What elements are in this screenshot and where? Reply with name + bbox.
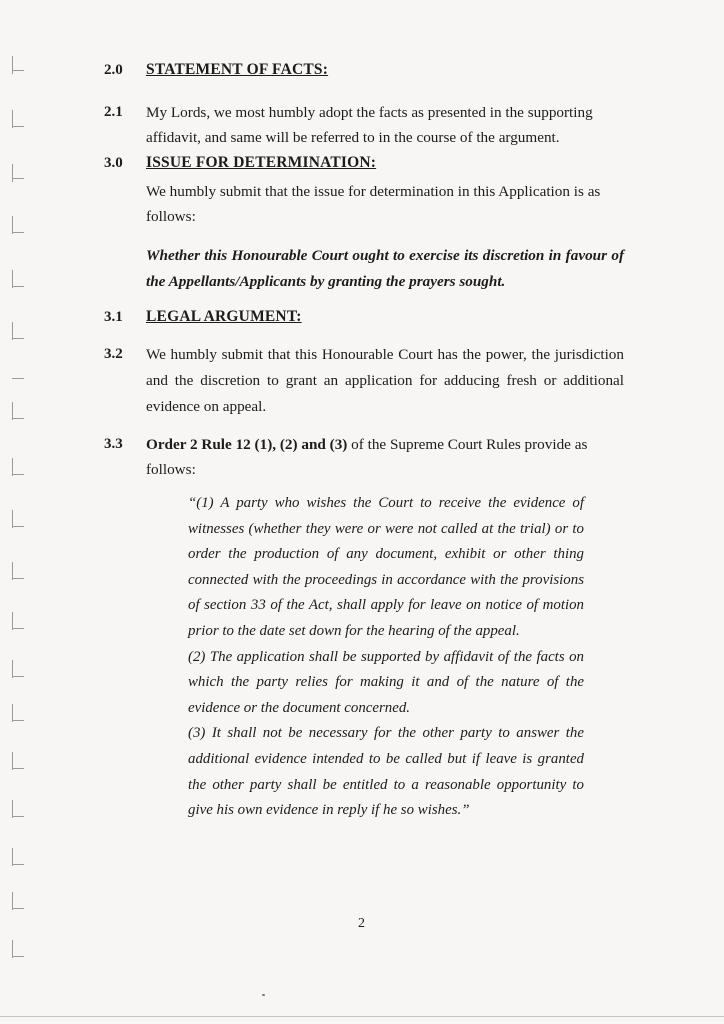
quote-subrule-1: “(1) A party who wishes the Court to receive the evidence of witnesses (whether they were or were not called at the trial) or to order the production of any document, exhibit or other thing connected with the proceedings in accordance with the provisions of section 33 of the Act, shall apply for leave on notice of motion prior to the date set down for the hearing of the appeal. bbox=[188, 495, 584, 639]
binding-marks bbox=[0, 0, 30, 1024]
page-number: 2 bbox=[358, 916, 365, 931]
section-number: 3.1 bbox=[104, 309, 123, 325]
paragraph-2-1: My Lords, we most humbly adopt the facts as presented in the supporting affidavit, and same will be referred to in the course of the argument. bbox=[146, 104, 593, 146]
section-number: 2.0 bbox=[104, 62, 123, 78]
rule-citation: Order 2 Rule 12 (1), (2) and (3) bbox=[146, 436, 348, 453]
paragraph-3-3-rest: of the Supreme Court Rules provide as follows: bbox=[146, 436, 588, 478]
section-number: 2.1 bbox=[104, 104, 123, 120]
section-heading-legal-argument: LEGAL ARGUMENT: bbox=[146, 308, 302, 325]
issue-statement: Whether this Honourable Court ought to exercise its discretion in favour of the Appellants/Applicants by granting the prayers sought. bbox=[146, 247, 624, 290]
quote-subrule-3: (3) It shall not be necessary for the other party to answer the additional evidence intended to be called but if leave is granted the other party shall be entitled to a reasonable opportunity to give his own evidence in reply if he so wishes.” bbox=[188, 725, 584, 819]
rule-quotation bbox=[188, 491, 584, 824]
scan-edge-line bbox=[0, 1016, 724, 1017]
paragraph-3-3 bbox=[146, 432, 624, 482]
section-number: 3.3 bbox=[104, 436, 123, 452]
quote-subrule-2: (2) The application shall be supported by affidavit of the facts on which the party relies for making it and of the nature of the evidence or the document concerned. bbox=[188, 648, 584, 716]
section-heading-issue-for-determination: ISSUE FOR DETERMINATION: bbox=[146, 154, 377, 171]
section-heading-statement-of-facts: STATEMENT OF FACTS: bbox=[146, 61, 329, 78]
scan-speck bbox=[262, 994, 265, 996]
section-number: 3.2 bbox=[104, 346, 123, 362]
paragraph-3-2: We humbly submit that this Honourable Court has the power, the jurisdiction and the discretion to grant an application for adducing fresh or additional evidence on appeal. bbox=[146, 346, 624, 415]
paragraph-3-0: We humbly submit that the issue for determination in this Application is as follows: bbox=[146, 183, 601, 225]
section-number: 3.0 bbox=[104, 155, 123, 171]
